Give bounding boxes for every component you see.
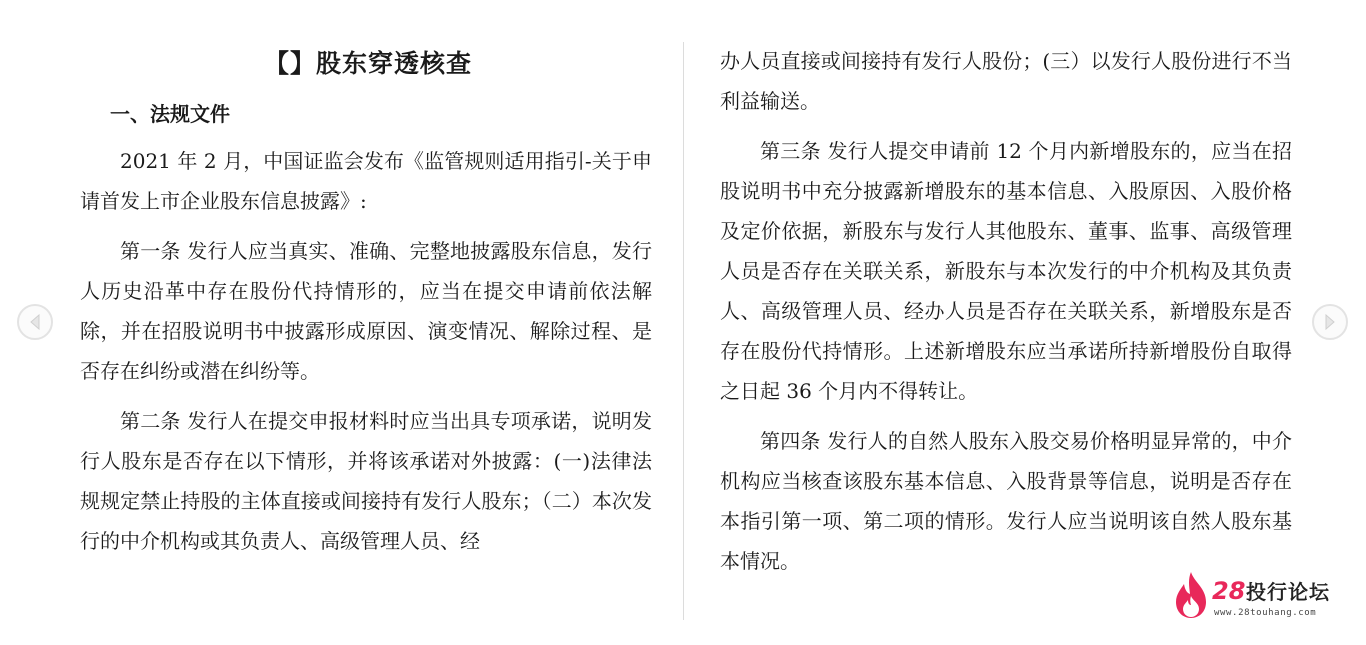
chevron-right-icon: [1323, 314, 1337, 330]
chevron-left-icon: [28, 314, 42, 330]
article-2-paragraph: 第二条 发行人在提交申报材料时应当出具专项承诺，说明发行人股东是否存在以下情形，并将该承诺对外披露：(一)法律法规规定禁止持股的主体直接或间接持有发行人股东；（二）本次发行的中介机构或其负责人、高级管理人员、经: [80, 409, 652, 553]
article-2-continued-paragraph: 办人员直接或间接持有发行人股份；(三）以发行人股份进行不当利益输送。: [720, 49, 1292, 113]
site-logo: [1170, 568, 1350, 624]
left-page: [78, 0, 658, 645]
right-page: [718, 0, 1298, 645]
intro-paragraph: 2021 年 2 月，中国证监会发布《监管规则适用指引-关于申请首发上市企业股东信息披露》:: [80, 149, 652, 213]
article-3-paragraph: 第三条 发行人提交申请前 12 个月内新增股东的，应当在招股说明书中充分披露新增股东的基本信息、入股原因、入股价格及定价依据，新股东与发行人其他股东、董事、监事、高级管理人员是否存在关联关系，新股东与本次发行的中介机构及其负责人、高级管理人员、经办人员是否存在关联关系，新增股东是否存在股份代持情形。上述新增股东应当承诺所持新增股份自取得之日起 36 个月内不得转让。: [720, 139, 1292, 403]
next-page-button[interactable]: [1312, 304, 1348, 340]
article-1-paragraph: 第一条 发行人应当真实、准确、完整地披露股东信息，发行人历史沿革中存在股份代持情形的，应当在提交申请前依法解除，并在招股说明书中披露形成原因、演变情况、解除过程、是否存在纠纷或潜在纠纷等。: [80, 239, 652, 383]
logo-name: 投行论坛: [1246, 580, 1330, 604]
document-title: 【】股东穿透核查: [263, 49, 472, 78]
flame-icon: [1172, 570, 1210, 620]
logo-number: 28: [1212, 577, 1246, 605]
logo-url: www.28touhang.com: [1214, 608, 1317, 618]
page-divider: [683, 42, 684, 620]
article-4-paragraph: 第四条 发行人的自然人股东入股交易价格明显异常的，中介机构应当核查该股东基本信息、入股背景等信息，说明是否存在本指引第一项、第二项的情形。发行人应当说明该自然人股东基本情况。: [720, 429, 1292, 573]
prev-page-button[interactable]: [17, 304, 53, 340]
section-heading: 一、法规文件: [110, 102, 230, 126]
